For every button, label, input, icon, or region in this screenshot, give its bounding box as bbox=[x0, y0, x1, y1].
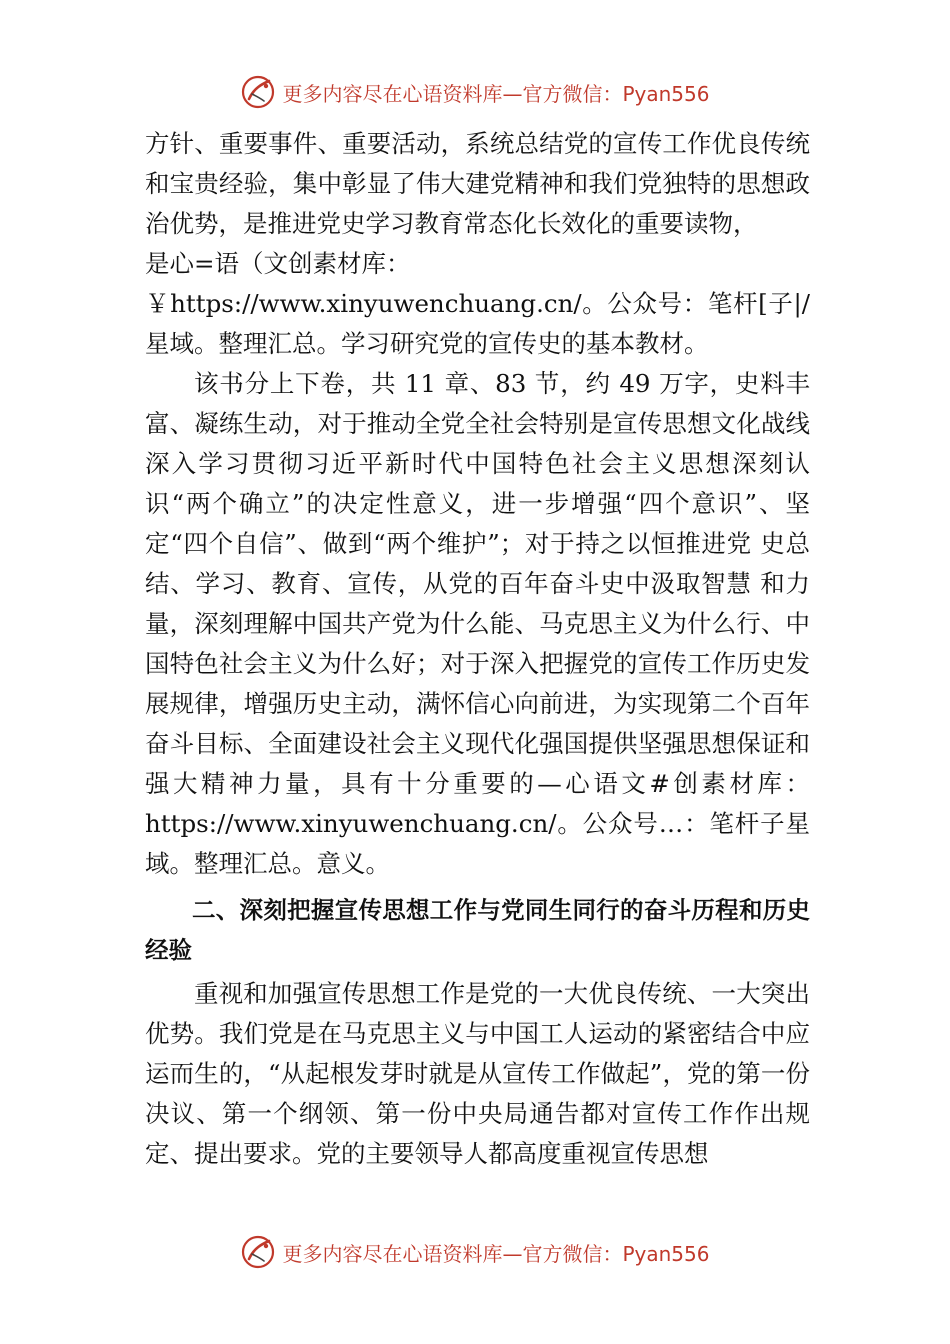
header-watermark-banner bbox=[0, 72, 950, 112]
header-watermark-text: 更多内容尽在心语资料库—官方微信：Pyan556 bbox=[282, 81, 710, 106]
footer-watermark-text: 更多内容尽在心语资料库—官方微信：Pyan556 bbox=[282, 1241, 710, 1266]
paragraph-2: ￥https://www.xinyuwenchuang.cn/。公众号：笔杆[子|/星域。整理汇总。学习研究党的宣传史的基本教材。 bbox=[145, 289, 810, 358]
paragraph-4: 重视和加强宣传思想工作是党的一大优良传统、一大突出优势。我们党是在马克思主义与中国工人运动的紧密结合中应运而生的，“从起根发芽时就是从宣传工作做起”，党的第一份决议、第一个纲领、第一份中央局通告都对宣传工作作出规定、提出要求。党的主要领导人都高度重视宣传思想 bbox=[145, 979, 810, 1168]
document-body bbox=[145, 124, 810, 1174]
section-heading: 二、深刻把握宣传思想工作与党同生同行的奋斗历程和历史经验 bbox=[145, 896, 810, 964]
brush-logo-icon bbox=[240, 1234, 276, 1270]
footer-watermark-banner bbox=[0, 1232, 950, 1272]
paragraph-1-continued: 是心=语（文创素材库： bbox=[145, 249, 411, 278]
paragraph-3: 该书分上下卷，共 11 章、83 节，约 49 万字，史料丰富、凝练生动，对于推动全党全社会特别是宣传思想文化战线深入学习贯彻习近平新时代中国特色社会主义思想深刻认识“两个确立”的决定性意义，进一步增强“四个意识”、坚 定“四个自信”、做到“两个维护”；对于持之以恒推进党 史总结、学习、教育、宣传，从党的百年奋斗史中汲取智慧 和力量，深刻理解中国共产党为什么能、马克思主义为什么行、中国特色社会主义为什么好；对于深入把握党的宣传工作历史发展规律，增强历史主动，满怀信心向前进，为实现第二个百年奋斗目标、全面建设社会主义现代化强国提供坚强思想保证和强大精神力量，具有十分重要的—心语文#创素材库：https://www.xinyuwenchuang.cn/。公众号…：笔杆子星域。整理汇总。意义。 bbox=[145, 369, 810, 878]
paragraph-1: 方针、重要事件、重要活动，系统总结党的宣传工作优良传统和宝贵经验，集中彰显了伟大建党精神和我们党独特的思想政治优势，是推进党史学习教育常态化长效化的重要读物， bbox=[145, 129, 810, 238]
brush-logo-icon bbox=[240, 74, 276, 110]
